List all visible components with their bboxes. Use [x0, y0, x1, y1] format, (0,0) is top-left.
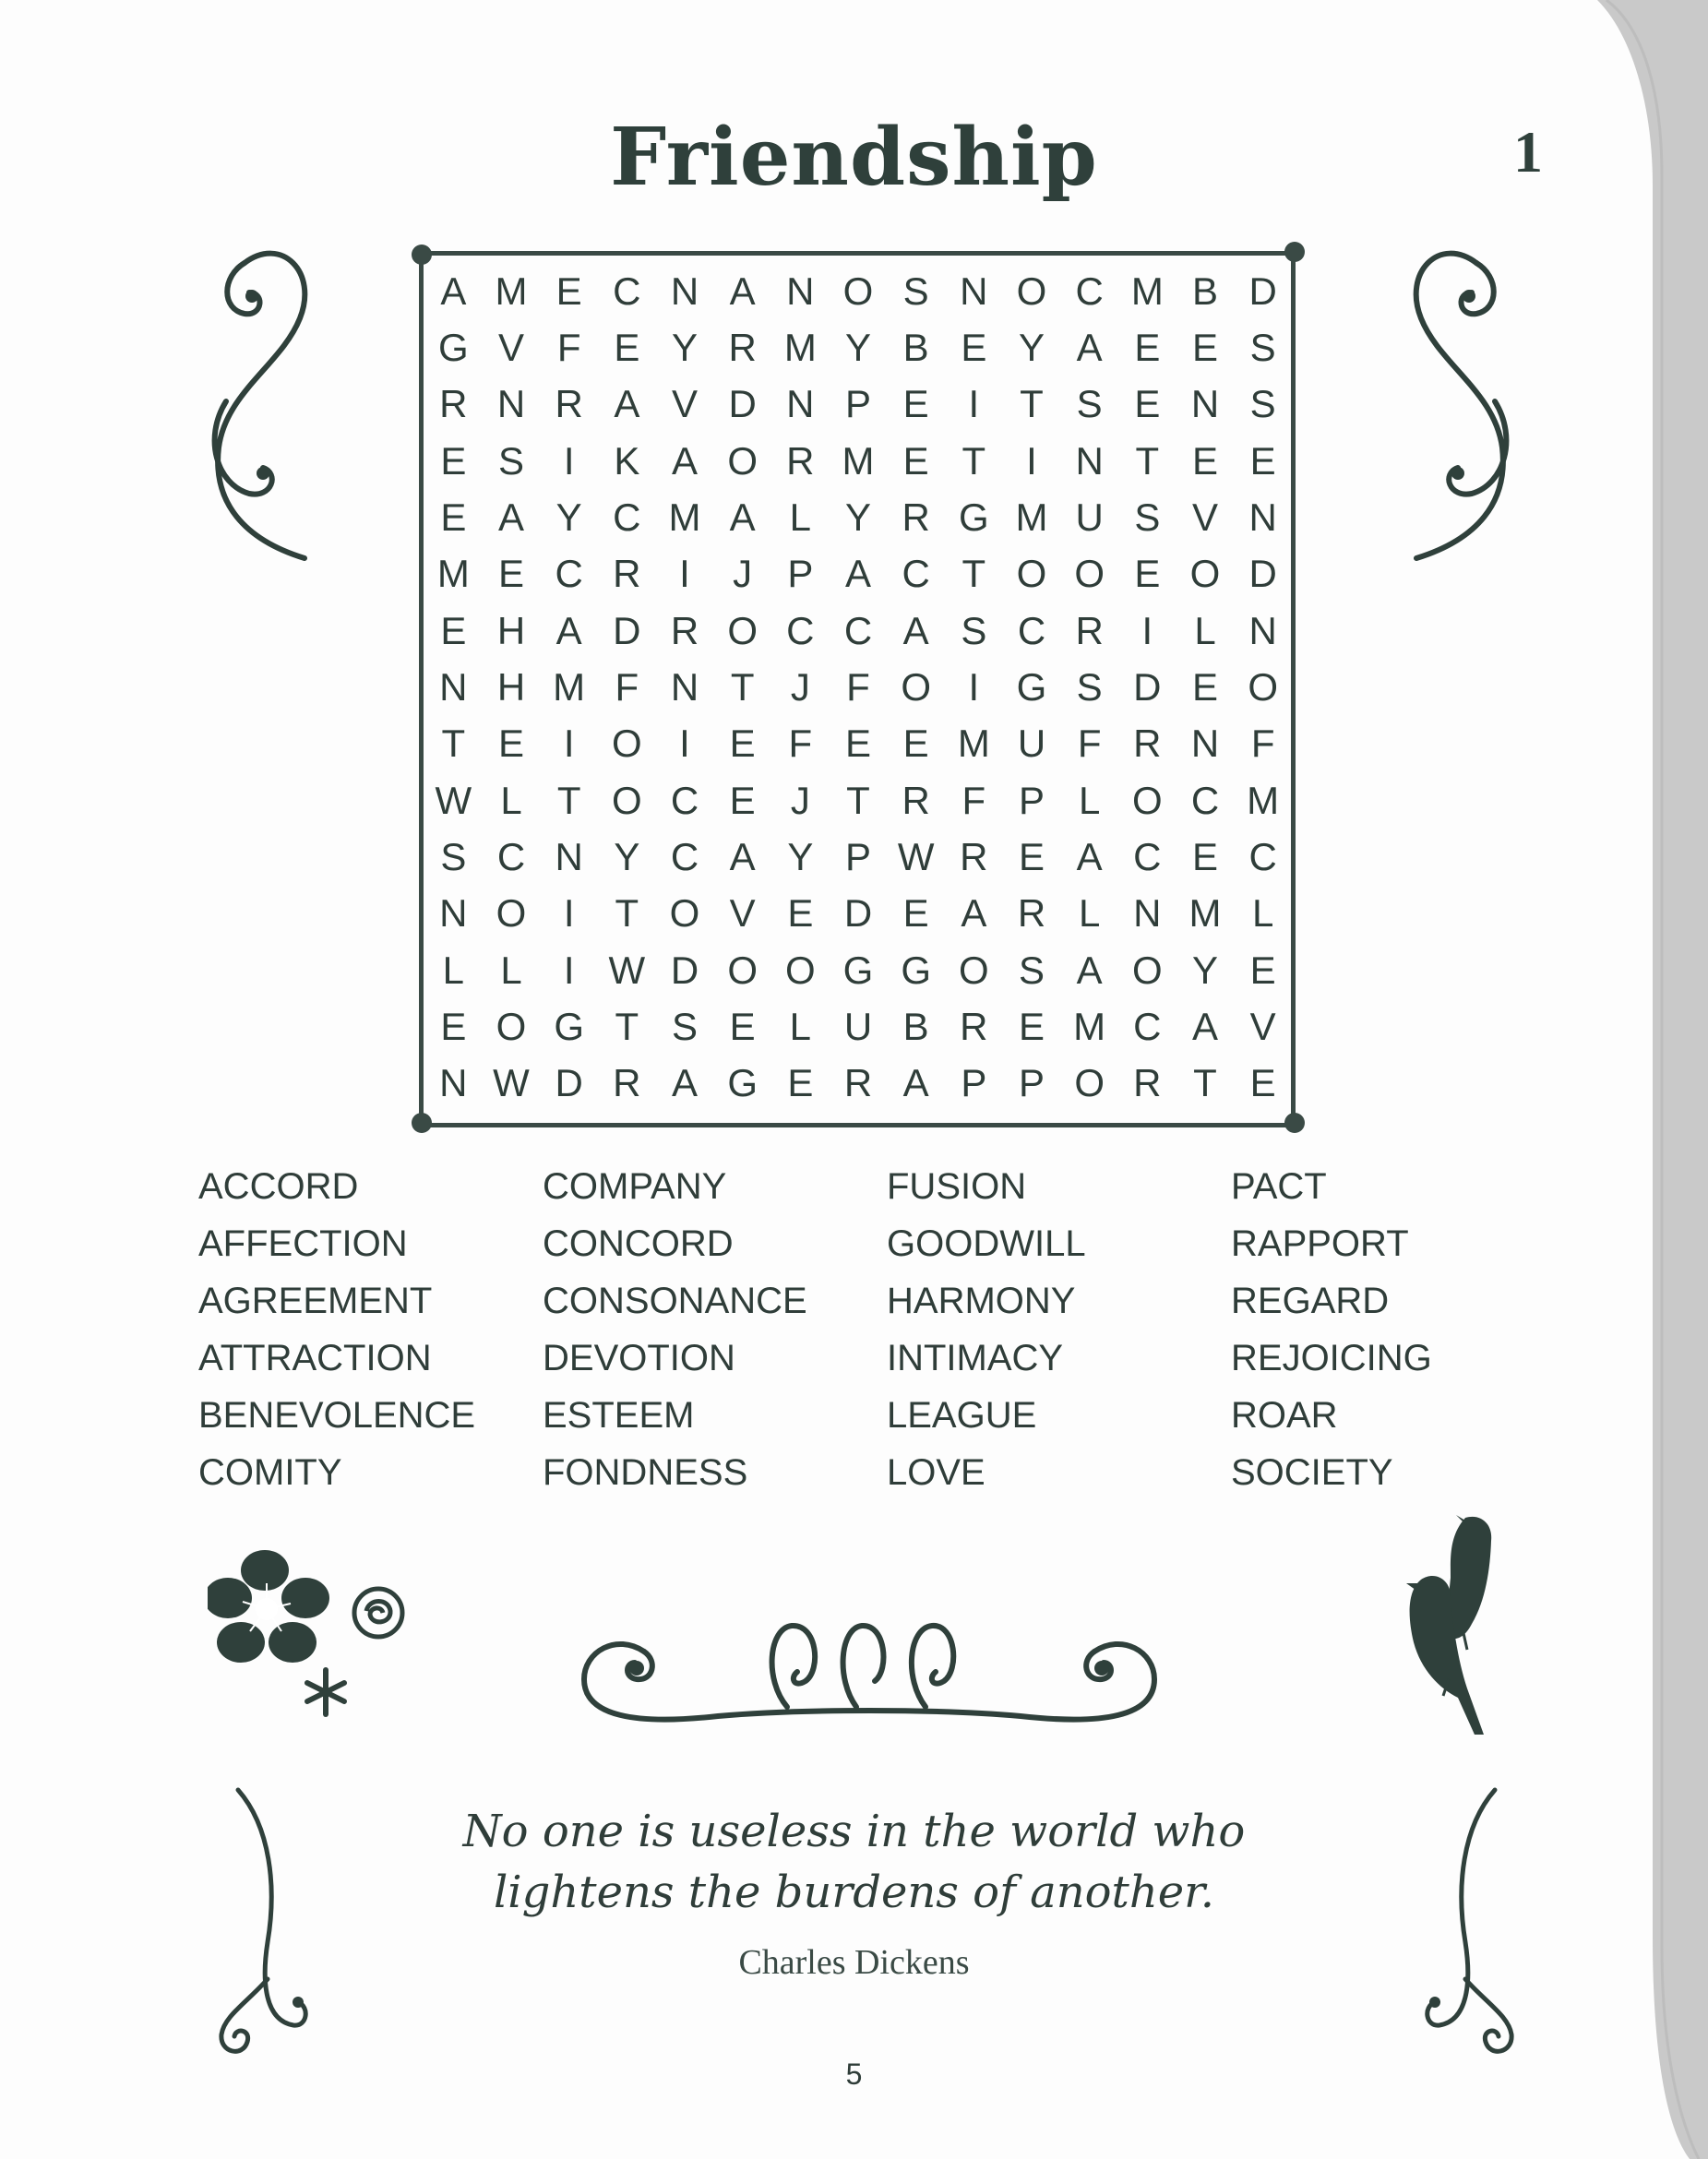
word-list-item: RAPPORT — [1231, 1223, 1409, 1264]
grid-cell[interactable]: I — [563, 948, 575, 992]
grid-cell[interactable]: N — [439, 1061, 468, 1105]
grid-cell[interactable]: E — [902, 382, 929, 426]
grid-cell[interactable]: W — [897, 834, 935, 878]
frame-corner-dot — [1284, 1113, 1305, 1133]
grid-cell[interactable]: O — [496, 1004, 527, 1048]
grid-cell[interactable]: T — [1020, 382, 1044, 426]
grid-cell[interactable]: E — [961, 325, 987, 369]
word-list-item: LEAGUE — [887, 1395, 1037, 1436]
grid-cell[interactable]: R — [613, 552, 641, 596]
grid-cell[interactable]: N — [670, 268, 699, 313]
grid-cell[interactable]: L — [1194, 608, 1216, 652]
grid-cell[interactable]: K — [614, 438, 640, 483]
grid-cell[interactable]: C — [786, 608, 815, 652]
word-list-item: GOODWILL — [887, 1223, 1086, 1264]
grid-cell[interactable]: E — [1191, 664, 1218, 709]
grid-cell[interactable]: D — [613, 608, 641, 652]
grid-cell[interactable]: M — [553, 664, 586, 709]
grid-cell[interactable]: E — [1134, 325, 1161, 369]
grid-cell[interactable]: F — [1077, 722, 1102, 766]
grid-cell[interactable]: R — [1017, 891, 1046, 936]
grid-cell[interactable]: O — [784, 948, 816, 992]
grid-cell[interactable]: N — [1248, 608, 1277, 652]
grid-cell[interactable]: Y — [614, 834, 640, 878]
word-list-item: INTIMACY — [887, 1338, 1064, 1378]
grid-cell[interactable]: R — [786, 438, 815, 483]
grid-cell[interactable]: L — [1251, 891, 1274, 936]
grid-cell[interactable]: O — [611, 722, 642, 766]
grid-cell[interactable]: I — [563, 891, 575, 936]
word-list-item: ATTRACTION — [198, 1338, 432, 1378]
grid-cell[interactable]: C — [613, 268, 641, 313]
swirl-ornament-icon — [1403, 235, 1513, 567]
grid-cell[interactable]: E — [1134, 552, 1161, 596]
grid-cell[interactable]: N — [496, 382, 526, 426]
word-list-item: REJOICING — [1231, 1338, 1432, 1378]
grid-cell[interactable]: E — [902, 891, 929, 936]
grid-cell[interactable]: B — [1191, 268, 1218, 313]
grid-cell[interactable]: N — [439, 891, 468, 936]
grid-cell[interactable]: N — [670, 664, 699, 709]
grid-cell[interactable]: E — [614, 325, 640, 369]
grid-cell[interactable]: T — [556, 778, 581, 822]
word-list-item: FONDNESS — [543, 1452, 748, 1493]
letter-grid — [424, 263, 1292, 1112]
grid-cell[interactable]: F — [1250, 722, 1275, 766]
word-list-item: REGARD — [1231, 1281, 1390, 1321]
grid-cell[interactable]: P — [1018, 778, 1045, 822]
grid-cell[interactable]: D — [670, 948, 699, 992]
grid-cell[interactable]: E — [1191, 834, 1218, 878]
grid-cell[interactable]: O — [496, 891, 527, 936]
grid-cell[interactable]: T — [615, 891, 639, 936]
grid-cell[interactable]: M — [1015, 495, 1048, 539]
grid-cell[interactable]: P — [844, 382, 871, 426]
scroll-divider-icon — [579, 1605, 1159, 1735]
grid-cell[interactable]: B — [902, 1004, 929, 1048]
grid-cell[interactable]: T — [615, 1004, 639, 1048]
grid-cell[interactable]: M — [436, 552, 470, 596]
grid-cell[interactable]: M — [1188, 891, 1222, 936]
grid-cell[interactable]: A — [961, 891, 987, 936]
grid-cell[interactable]: E — [902, 722, 929, 766]
word-list-item: PACT — [1231, 1166, 1327, 1207]
grid-cell[interactable]: B — [902, 325, 929, 369]
grid-cell[interactable]: O — [669, 891, 700, 936]
grid-cell[interactable]: S — [1076, 664, 1103, 709]
grid-cell[interactable]: R — [902, 495, 930, 539]
word-list-item: ESTEEM — [543, 1395, 695, 1436]
grid-cell[interactable]: C — [1017, 608, 1046, 652]
grid-cell[interactable]: R — [843, 1061, 873, 1105]
grid-cell[interactable]: A — [614, 382, 640, 426]
grid-cell[interactable]: J — [733, 552, 753, 596]
grid-cell[interactable]: E — [729, 778, 756, 822]
grid-cell[interactable]: D — [1248, 268, 1277, 313]
grid-cell[interactable]: C — [902, 552, 930, 596]
grid-cell[interactable]: Y — [1018, 325, 1045, 369]
grid-cell[interactable]: D — [1133, 664, 1162, 709]
grid-cell[interactable]: E — [440, 495, 467, 539]
grid-cell[interactable]: A — [729, 834, 756, 878]
grid-cell[interactable]: R — [728, 325, 757, 369]
grid-cell[interactable]: R — [1075, 608, 1104, 652]
grid-cell[interactable]: O — [1131, 948, 1163, 992]
grid-cell[interactable]: R — [670, 608, 699, 652]
grid-cell[interactable]: W — [493, 1061, 530, 1105]
grid-cell[interactable]: C — [613, 495, 641, 539]
grid-cell[interactable]: O — [727, 608, 758, 652]
grid-cell[interactable]: Y — [1191, 948, 1218, 992]
grid-cell[interactable]: D — [843, 891, 873, 936]
grid-cell[interactable]: A — [440, 268, 467, 313]
word-list-item: LOVE — [887, 1452, 985, 1493]
grid-cell[interactable]: R — [439, 382, 468, 426]
grid-cell[interactable]: M — [1073, 1004, 1106, 1048]
grid-cell[interactable]: D — [1248, 552, 1277, 596]
grid-cell[interactable]: N — [786, 268, 815, 313]
word-list-item: ACCORD — [198, 1166, 359, 1207]
grid-cell[interactable]: L — [500, 948, 522, 992]
grid-cell[interactable]: V — [497, 325, 524, 369]
quote-line-2: lightens the burdens of another. — [493, 1867, 1215, 1918]
grid-cell[interactable]: N — [1190, 722, 1220, 766]
grid-cell[interactable]: O — [611, 778, 642, 822]
grid-cell[interactable]: F — [615, 664, 639, 709]
grid-cell[interactable]: L — [789, 495, 811, 539]
grid-cell[interactable]: L — [500, 778, 522, 822]
grid-cell[interactable]: N — [1075, 438, 1104, 483]
grid-cell[interactable]: V — [729, 891, 756, 936]
grid-cell[interactable]: M — [783, 325, 817, 369]
grid-cell[interactable]: A — [1076, 325, 1103, 369]
grid-cell[interactable]: V — [671, 382, 698, 426]
grid-cell[interactable]: R — [960, 834, 988, 878]
grid-cell[interactable]: A — [902, 608, 929, 652]
grid-cell[interactable]: A — [1076, 948, 1103, 992]
grid-cell[interactable]: O — [1074, 552, 1105, 596]
grid-cell[interactable]: I — [968, 664, 980, 709]
grid-cell[interactable]: N — [555, 834, 583, 878]
grid-cell[interactable]: J — [790, 664, 810, 709]
grid-cell[interactable]: L — [442, 948, 464, 992]
grid-cell[interactable]: O — [842, 268, 874, 313]
grid-cell[interactable]: F — [556, 325, 581, 369]
grid-cell[interactable]: M — [842, 438, 875, 483]
grid-cell[interactable]: R — [960, 1004, 988, 1048]
grid-cell[interactable]: D — [728, 382, 757, 426]
grid-cell[interactable]: I — [679, 552, 690, 596]
word-list-item: DEVOTION — [543, 1338, 735, 1378]
grid-cell[interactable]: E — [497, 722, 524, 766]
grid-cell[interactable]: G — [437, 325, 469, 369]
grid-cell[interactable]: O — [727, 438, 758, 483]
grid-cell[interactable]: C — [496, 834, 526, 878]
grid-cell[interactable]: T — [1193, 1061, 1217, 1105]
grid-cell[interactable]: N — [439, 664, 468, 709]
grid-cell[interactable]: S — [440, 834, 467, 878]
word-list-item: CONCORD — [543, 1223, 734, 1264]
grid-cell[interactable]: C — [1190, 778, 1220, 822]
grid-cell[interactable]: D — [555, 1061, 583, 1105]
grid-cell[interactable]: A — [729, 495, 756, 539]
grid-cell[interactable]: A — [497, 495, 524, 539]
grid-cell[interactable]: S — [1249, 382, 1276, 426]
grid-cell[interactable]: A — [1191, 1004, 1218, 1048]
grid-cell[interactable]: R — [613, 1061, 641, 1105]
grid-cell[interactable]: N — [1133, 891, 1162, 936]
word-list-item: COMITY — [198, 1452, 342, 1493]
grid-cell[interactable]: R — [1133, 722, 1162, 766]
grid-cell[interactable]: V — [1249, 1004, 1276, 1048]
grid-cell[interactable]: U — [843, 1004, 873, 1048]
grid-cell[interactable]: L — [789, 1004, 811, 1048]
grid-cell[interactable]: Y — [555, 495, 582, 539]
grid-cell[interactable]: A — [729, 268, 756, 313]
grid-cell[interactable]: F — [788, 722, 813, 766]
page-number: 5 — [845, 2058, 863, 2091]
grid-cell[interactable]: A — [671, 1061, 698, 1105]
grid-cell[interactable]: A — [844, 552, 871, 596]
grid-cell[interactable]: A — [902, 1061, 929, 1105]
grid-cell[interactable]: T — [441, 722, 466, 766]
grid-cell[interactable]: V — [1191, 495, 1218, 539]
grid-cell[interactable]: E — [497, 552, 524, 596]
grid-cell[interactable]: A — [1076, 834, 1103, 878]
word-list-item: FUSION — [887, 1166, 1027, 1207]
grid-cell[interactable]: O — [901, 664, 931, 709]
word-list-item: CONSONANCE — [543, 1281, 807, 1321]
grid-cell[interactable]: H — [496, 664, 526, 709]
word-list-item: COMPANY — [543, 1166, 727, 1207]
grid-cell[interactable]: T — [846, 778, 870, 822]
frame-corner-dot — [412, 1113, 432, 1133]
grid-cell[interactable]: P — [844, 834, 871, 878]
quote-author: Charles Dickens — [738, 1943, 970, 1982]
grid-cell[interactable]: I — [1026, 438, 1037, 483]
grid-cell[interactable]: G — [1016, 664, 1047, 709]
grid-cell[interactable]: C — [670, 834, 699, 878]
quote-line-1: No one is useless in the world who — [462, 1806, 1246, 1857]
birds-icon — [1393, 1513, 1513, 1744]
grid-cell[interactable]: Y — [844, 325, 871, 369]
grid-cell[interactable]: E — [1191, 325, 1218, 369]
grid-cell[interactable]: E — [555, 268, 582, 313]
grid-cell[interactable]: I — [563, 722, 575, 766]
grid-cell[interactable]: M — [668, 495, 701, 539]
grid-cell[interactable]: O — [727, 948, 758, 992]
grid-cell[interactable]: Y — [671, 325, 698, 369]
grid-cell[interactable]: F — [846, 664, 870, 709]
grid-cell[interactable]: E — [729, 1004, 756, 1048]
grid-cell[interactable]: E — [729, 722, 756, 766]
grid-cell[interactable]: E — [1249, 1061, 1276, 1105]
grid-cell[interactable]: O — [1016, 552, 1047, 596]
grid-cell[interactable]: N — [1248, 495, 1277, 539]
swirl-ornament-icon — [208, 235, 318, 567]
grid-cell[interactable]: U — [1017, 722, 1046, 766]
grid-cell[interactable]: R — [555, 382, 583, 426]
grid-cell[interactable]: E — [440, 608, 467, 652]
grid-cell[interactable]: C — [1133, 834, 1162, 878]
grid-cell[interactable]: O — [1016, 268, 1047, 313]
grid-cell[interactable]: P — [961, 1061, 987, 1105]
grid-cell[interactable]: T — [1135, 438, 1160, 483]
grid-cell[interactable]: N — [786, 382, 815, 426]
grid-cell[interactable]: E — [787, 891, 814, 936]
grid-cell[interactable]: C — [843, 608, 873, 652]
grid-cell[interactable]: N — [960, 268, 988, 313]
grid-cell[interactable]: O — [1131, 778, 1163, 822]
grid-cell[interactable]: T — [961, 438, 986, 483]
grid-cell[interactable]: E — [1249, 948, 1276, 992]
word-list-item: BENEVOLENCE — [198, 1395, 476, 1436]
grid-cell[interactable]: S — [497, 438, 524, 483]
word-list-item: HARMONY — [887, 1281, 1076, 1321]
page-title: Friendship — [610, 111, 1098, 204]
grid-cell[interactable]: E — [1134, 382, 1161, 426]
grid-cell[interactable]: H — [496, 608, 526, 652]
grid-cell[interactable]: C — [1133, 1004, 1162, 1048]
word-list-item: AGREEMENT — [198, 1281, 433, 1321]
grid-cell[interactable]: R — [1133, 1061, 1162, 1105]
grid-cell[interactable]: C — [670, 778, 699, 822]
grid-cell[interactable]: C — [1248, 834, 1277, 878]
grid-cell[interactable]: M — [1130, 268, 1164, 313]
grid-cell[interactable]: E — [1191, 438, 1218, 483]
grid-cell[interactable]: I — [679, 722, 690, 766]
grid-cell[interactable]: M — [957, 722, 990, 766]
grid-cell[interactable]: O — [958, 948, 989, 992]
grid-cell[interactable]: E — [440, 438, 467, 483]
grid-cell[interactable]: S — [671, 1004, 698, 1048]
word-list-item: SOCIETY — [1231, 1452, 1393, 1493]
word-list — [198, 1158, 1490, 1499]
grid-cell[interactable]: W — [608, 948, 646, 992]
flower-cluster-icon — [208, 1550, 429, 1725]
grid-cell[interactable]: P — [787, 552, 814, 596]
grid-cell[interactable]: M — [495, 268, 528, 313]
grid-cell[interactable]: N — [1190, 382, 1220, 426]
grid-cell[interactable]: P — [1018, 1061, 1045, 1105]
grid-cell[interactable]: E — [440, 1004, 467, 1048]
grid-cell[interactable]: E — [902, 438, 929, 483]
word-list-item: AFFECTION — [198, 1223, 408, 1264]
frame-corner-dot — [1284, 242, 1305, 262]
grid-cell[interactable]: O — [1074, 1061, 1105, 1105]
grid-cell[interactable]: T — [730, 664, 755, 709]
grid-cell[interactable]: Y — [844, 495, 871, 539]
grid-cell[interactable]: Y — [787, 834, 814, 878]
grid-cell[interactable]: U — [1075, 495, 1104, 539]
grid-cell[interactable]: S — [961, 608, 987, 652]
frame-corner-dot — [412, 245, 432, 265]
grid-cell[interactable]: E — [844, 722, 871, 766]
grid-cell[interactable]: S — [1134, 495, 1161, 539]
grid-cell[interactable]: C — [1075, 268, 1104, 313]
grid-cell[interactable]: G — [554, 1004, 584, 1048]
grid-cell[interactable]: I — [968, 382, 980, 426]
grid-cell[interactable]: O — [1248, 664, 1278, 709]
grid-cell[interactable]: T — [961, 552, 986, 596]
grid-cell[interactable]: E — [1249, 438, 1276, 483]
grid-cell[interactable]: E — [1018, 834, 1045, 878]
grid-cell[interactable]: S — [1018, 948, 1045, 992]
word-list-item: ROAR — [1231, 1395, 1338, 1436]
grid-cell[interactable]: G — [727, 1061, 758, 1105]
quote-text — [0, 1801, 1708, 1923]
grid-cell[interactable]: E — [787, 1061, 814, 1105]
puzzle-number: 1 — [1513, 119, 1543, 185]
grid-cell[interactable]: W — [435, 778, 472, 822]
grid-cell[interactable]: E — [1018, 1004, 1045, 1048]
grid-cell[interactable]: G — [958, 495, 989, 539]
grid-cell[interactable]: G — [901, 948, 931, 992]
grid-cell[interactable]: L — [1078, 778, 1101, 822]
grid-cell[interactable]: G — [842, 948, 874, 992]
grid-cell[interactable]: I — [1141, 608, 1153, 652]
grid-cell[interactable]: I — [563, 438, 575, 483]
grid-cell[interactable]: C — [555, 552, 583, 596]
grid-cell[interactable]: S — [1249, 325, 1276, 369]
grid-cell[interactable]: R — [902, 778, 930, 822]
grid-cell[interactable]: L — [1078, 891, 1101, 936]
grid-cell[interactable]: S — [902, 268, 929, 313]
grid-cell[interactable]: A — [671, 438, 698, 483]
grid-cell[interactable]: M — [1247, 778, 1280, 822]
grid-cell[interactable]: F — [961, 778, 986, 822]
grid-cell[interactable]: S — [1076, 382, 1103, 426]
grid-cell[interactable]: J — [790, 778, 810, 822]
grid-cell[interactable]: O — [1189, 552, 1221, 596]
grid-cell[interactable]: A — [555, 608, 582, 652]
